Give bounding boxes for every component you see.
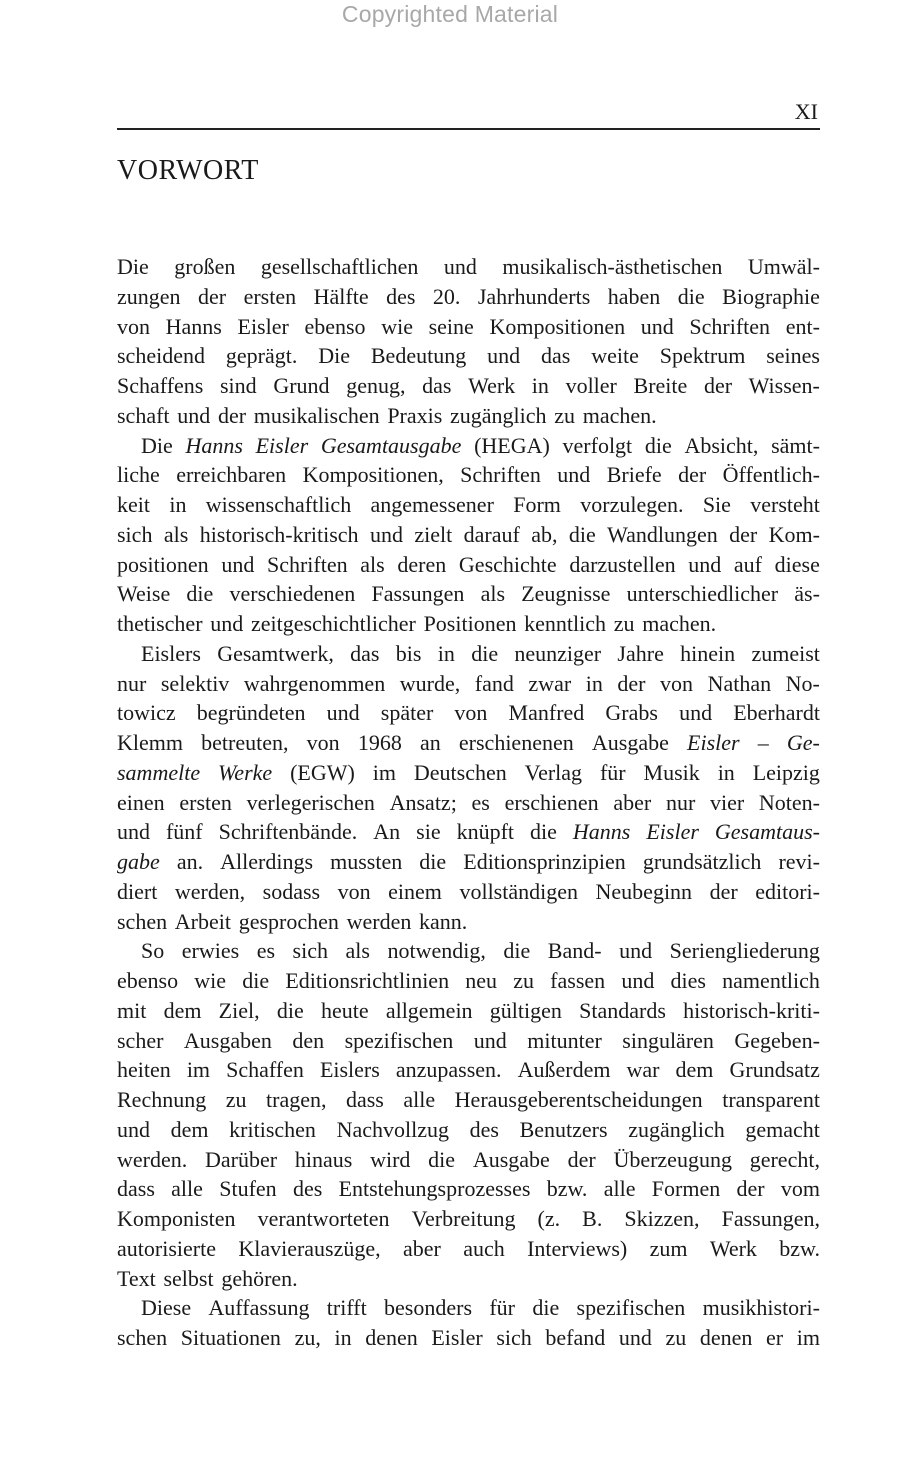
text-line: Weise die verschiedenen Fassungen als Zeugnisse unterschiedlicher äs- [117,581,820,607]
text-line: ebenso wie die Editionsrichtlinien neu zu fassen und dies namentlich [117,968,820,993]
page-number: XI [794,99,818,124]
text-line: So erwies es sich als notwendig, die Band- und Seriengliederung [141,938,820,964]
text-line: schaft und der musikalischen Praxis zugänglich zu machen. [117,402,657,428]
text-line: und dem kritischen Nachvollzug des Benutzers zugänglich gemacht [117,1116,820,1142]
text-line: schen Situationen zu, in denen Eisler sich befand und zu denen er im [117,1325,820,1350]
text-line: scher Ausgaben den spezifischen und mitunter singulären Gegeben- [117,1027,820,1053]
text-line: mit dem Ziel, die heute allgemein gültigen Standards historisch-kriti- [117,997,820,1023]
text-line: positionen und Schriften als deren Geschichte darzustellen und auf diese [117,551,820,577]
text-line: sich als historisch-kritisch und zielt darauf ab, die Wandlungen der Kom- [117,521,820,547]
header-rule [117,128,820,130]
text-line: nur selektiv wahrgenommen wurde, fand zwar in der von Nathan No- [117,670,820,696]
text-line: heiten im Schaffen Eislers anzupassen. Außerdem war dem Grundsatz [117,1057,820,1083]
text-line: towicz begründeten und später von Manfred Grabs und Eberhardt [117,700,820,726]
text-line: werden. Darüber hinaus wird die Ausgabe der Überzeugung gerecht, [117,1146,820,1172]
text-line: scheidend geprägt. Die Bedeutung und das weite Spektrum seines [117,343,820,369]
chapter-title: VORWORT [117,155,259,186]
body-text [117,252,820,1353]
text-line: zungen der ersten Hälfte des 20. Jahrhunderts haben die Biographie [117,283,820,309]
text-line: von Hanns Eisler ebenso wie seine Kompositionen und Schriften ent- [117,313,820,339]
text-line: keit in wissenschaftlich angemessener Form vorzulegen. Sie versteht [117,492,820,517]
text-line: gabe an. Allerdings mussten die Editionsprinzipien grundsätzlich revi- [117,849,820,874]
text-line: schen Arbeit gesprochen werden kann. [117,908,468,934]
text-line: und fünf Schriftenbände. An sie knüpft die Hanns Eisler Gesamtaus- [117,819,820,845]
text-line: thetischer und zeitgeschichtlicher Positionen kenntlich zu machen. [117,611,717,636]
text-line: Klemm betreuten, von 1968 an erschienenen Ausgabe Eisler – Ge- [117,730,820,755]
text-line: Rechnung zu tragen, dass alle Herausgeberentscheidungen transparent [117,1087,820,1112]
text-line: autorisierte Klavierauszüge, aber auch Interviews) zum Werk bzw. [117,1235,820,1261]
text-line: Schaffens sind Grund genug, das Werk in voller Breite der Wissen- [117,373,820,398]
text-line: Eislers Gesamtwerk, das bis in die neunziger Jahre hinein zumeist [141,640,820,666]
text-line: Komponisten verantworteten Verbreitung (z. B. Skizzen, Fassungen, [117,1206,820,1231]
copyright-watermark: Copyrighted Material [341,1,559,27]
text-line: Die großen gesellschaftlichen und musikalisch-ästhetischen Umwäl- [117,254,820,279]
text-line: dass alle Stufen des Entstehungsprozesses bzw. alle Formen der vom [117,1176,820,1202]
text-line: Text selbst gehören. [117,1265,298,1291]
text-line: liche erreichbaren Kompositionen, Schriften und Briefe der Öffentlich- [117,462,820,488]
text-line: sammelte Werke (EGW) im Deutschen Verlag für Musik in Leipzig [117,759,820,785]
text-line: einen ersten verlegerischen Ansatz; es erschienen aber nur vier Noten- [117,789,820,815]
text-line: diert werden, sodass von einem vollständigen Neubeginn der editori- [117,878,820,904]
text-line: Die Hanns Eisler Gesamtausgabe (HEGA) verfolgt die Absicht, sämt- [141,432,820,458]
text-line: Diese Auffassung trifft besonders für die spezifischen musikhistori- [141,1295,820,1321]
